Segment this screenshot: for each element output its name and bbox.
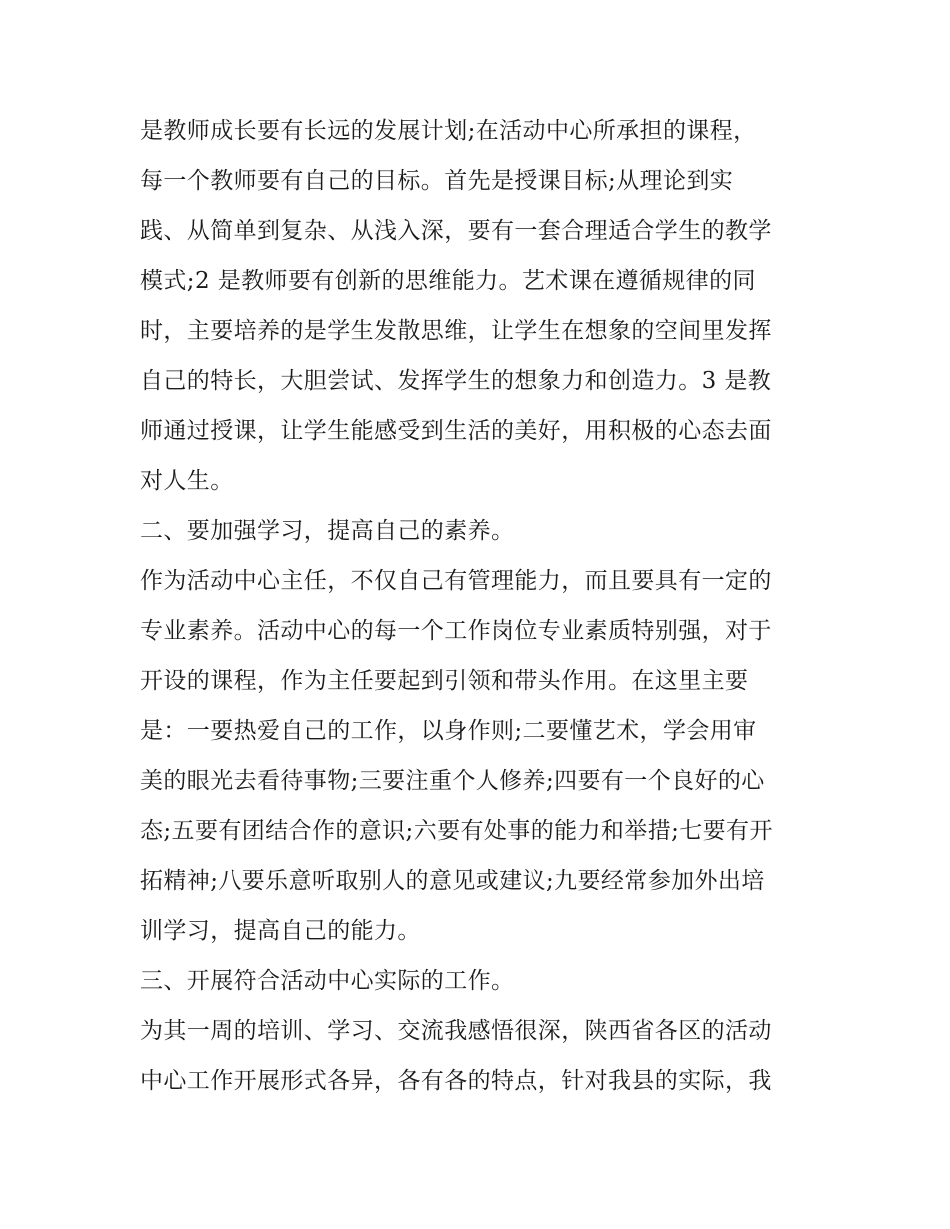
text-line: 是：一要热爱自己的工作，以身作则;二要懂艺术，学会用审 (140, 718, 757, 744)
text-line: 专业素养。活动中心的每一个工作岗位专业素质特别强，对于 (140, 618, 772, 644)
text-line: 是教师成长要有长远的发展计划;在活动中心所承担的课程， (140, 118, 757, 144)
text-line: 态;五要有团结合作的意识;六要有处事的能力和举措;七要有开 (140, 818, 773, 844)
text-line: 对人生。 (140, 468, 234, 494)
section-heading: 二、要加强学习，提高自己的素养。 (140, 518, 515, 544)
text-line: 践、从简单到复杂、从浅入深，要有一套合理适合学生的教学 (140, 218, 772, 244)
text-line: 为其一周的培训、学习、交流我感悟很深，陕西省各区的活动 (140, 1018, 772, 1044)
text-line: 师通过授课，让学生能感受到生活的美好，用积极的心态去面 (140, 418, 772, 444)
text-line: 时，主要培养的是学生发散思维，让学生在想象的空间里发挥 (140, 318, 772, 344)
text-line: 作为活动中心主任，不仅自己有管理能力，而且要具有一定的 (140, 568, 772, 594)
text-line: 美的眼光去看待事物;三要注重个人修养;四要有一个良好的心 (140, 768, 765, 794)
document-body (140, 106, 820, 1106)
text-line: 模式;2 是教师要有创新的思维能力。艺术课在遵循规律的同 (140, 268, 756, 294)
section-heading: 三、开展符合活动中心实际的工作。 (140, 968, 515, 994)
text-line: 开设的课程，作为主任要起到引领和带头作用。在这里主要 (140, 668, 749, 694)
text-line: 自己的特长，大胆尝试、发挥学生的想象力和创造力。3 是教 (140, 368, 772, 394)
text-line: 中心工作开展形式各异，各有各的特点，针对我县的实际，我 (140, 1068, 772, 1094)
text-line: 每一个教师要有自己的目标。首先是授课目标;从理论到实 (140, 168, 734, 194)
text-line: 拓精神;八要乐意听取别人的意见或建议;九要经常参加外出培 (140, 868, 765, 894)
text-line: 训学习，提高自己的能力。 (140, 918, 421, 944)
